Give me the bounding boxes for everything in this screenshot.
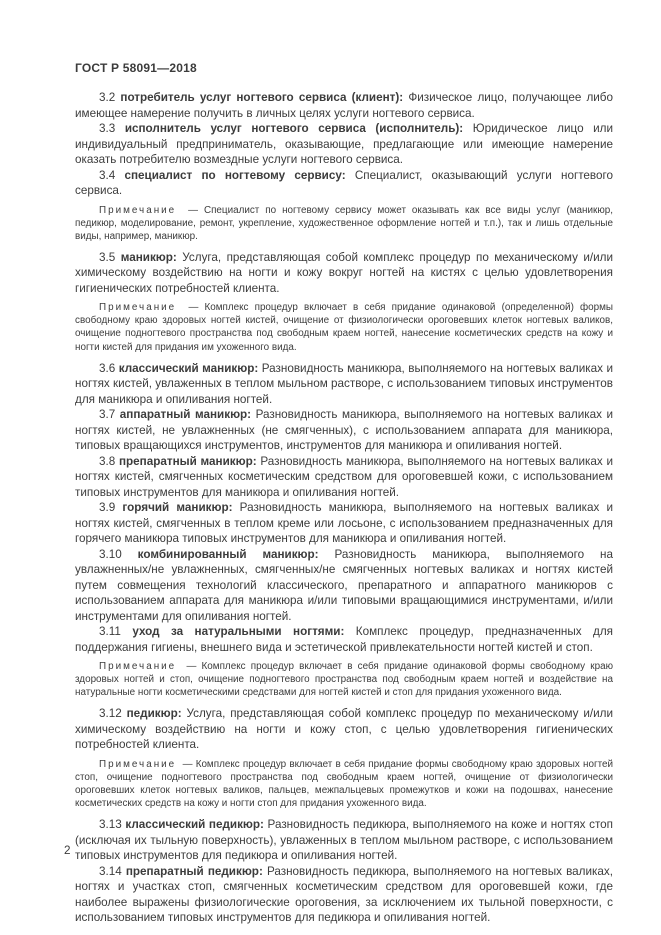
definition-text: Услуга, представляющая собой комплекс процедур по механическому и/или химическому воздействию на ногти и кожу стоп, с целью удовлетворения гигиенических потребностей клиента. — [75, 707, 614, 752]
clause-number: 3.6 — [99, 361, 116, 375]
definition-text: Разновидность педикюра, выполняемого на ногтевых валиках, ногтях и участках стоп, смягченных косметическим средством для ороговевшей кожи, где наиболее выражены физиологические ороговения, за исключением их тыльной поверхности, с использованием типовых инструментов для педикюра и опиливания ногтей. — [75, 864, 613, 925]
note-paragraph — [75, 301, 613, 353]
definition-text: Разновидность маникюра, выполняемого на ногтевых валиках и ногтях кистей, не увлажненных (не смягченных), с использованием аппарата для маникюра, типовых вращающихся инструментов, инструментов для маникюра и опиливания ногтей. — [75, 408, 613, 453]
standard-number-header: ГОСТ Р 58091—2018 — [75, 61, 197, 75]
clause-number: 3.3 — [99, 122, 116, 135]
note-paragraph — [75, 758, 613, 810]
definition-paragraph — [75, 706, 613, 753]
term-label: препаратный маникюр: — [118, 454, 257, 468]
note-label: Примечание — [99, 302, 177, 314]
note-paragraph — [75, 660, 613, 699]
definition-paragraph — [75, 864, 613, 926]
definition-text: Услуга, представляющая собой комплекс процедур по механическому и/или химическому воздействию на ногти и кожу вокруг ногтей на кистях с целью удовлетворения гигиенических потребностей клиента. — [75, 250, 614, 295]
definition-text: Разновидность педикюра, выполняемого на коже и ногтях стоп (исключая их тыльную поверхность), увлаженных в теплом мыльном растворе, с использованием типовых инструментов для педикюра и опиливания ногтей. — [75, 818, 614, 863]
term-label: исполнитель услуг ногтевого сервиса (исполнитель): — [124, 122, 464, 135]
term-label: классический педикюр: — [125, 818, 264, 832]
definition-text: Разновидность маникюра, выполняемого на ногтевых валиках и ногтях кистей, смягченных косметическим средством для ороговевшей кожи, с использованием типовых инструментов для маникюра и опиливания ногтей. — [75, 454, 614, 499]
clause-number: 3.9 — [99, 501, 116, 515]
definition-paragraph — [75, 817, 613, 864]
term-label: аппаратный маникюр: — [119, 408, 252, 422]
term-label: маникюр: — [120, 250, 177, 264]
definition-paragraph — [75, 454, 613, 501]
definition-text: Разновидность маникюра, выполняемого на ногтевых валиках и ногтях кистей, увлаженных в теплом мыльном растворе, с использованием типовых инструментов для маникюра и опиливания ногтей. — [75, 361, 613, 406]
definition-paragraph — [75, 90, 613, 121]
document-content — [75, 61, 613, 926]
clause-number: 3.12 — [99, 707, 122, 721]
definition-text: Юридическое лицо или индивидуальный предприниматель, оказывающие, предлагающие или имеющие намерение оказать потребителю возмездные услуги ногтевого сервиса. — [75, 122, 614, 166]
document-body — [75, 90, 613, 926]
term-label: уход за натуральными ногтями: — [132, 625, 345, 639]
term-label: классический маникюр: — [118, 361, 259, 375]
term-label: препаратный педикюр: — [125, 864, 263, 878]
clause-number: 3.2 — [99, 91, 116, 104]
definition-text: Комплекс процедур, предназначенных для поддержания гигиены, внешнего вида и эстетической привлекательности ногтей кистей и стоп. — [75, 625, 614, 654]
note-label: Примечание — [99, 204, 177, 216]
definition-paragraph — [75, 361, 613, 408]
definition-paragraph — [75, 121, 613, 168]
term-label: горячий маникюр: — [122, 501, 233, 515]
clause-number: 3.10 — [99, 547, 122, 561]
term-label: педикюр: — [126, 707, 182, 721]
definition-text: Разновидность маникюра, выполняемого на увлажненных/не увлажненных, смягченных/не смягченных ногтевых валиках и ногтях кистей путем совмещения технологий классического, препаратного и аппаратного маникюров с использованием аппарата для маникюра и/или типовыми вращающимися инструментами, и/или инструментами для опиливания ногтей. — [75, 547, 613, 623]
definition-paragraph — [75, 624, 613, 655]
note-label: Примечание — [99, 758, 177, 770]
note-label: Примечание — [99, 661, 177, 673]
definition-paragraph — [75, 250, 613, 297]
note-text: — Комплекс процедур включает в себя придание формы свободному краю здоровых ногтей стоп, очищение подногтевого пространства под свободным краем ногтей, очищение от физиологически ороговевших клеток ногтевых валиков, пальцев, межпальцевых промежутков и кожи на подошвах, нанесение косметических средств на кожу и ногти стоп для придания ухоженного вида. — [75, 758, 613, 810]
clause-number: 3.14 — [99, 864, 122, 878]
clause-number: 3.13 — [99, 818, 122, 832]
note-text: — Комплекс процедур включает в себя придание одинаковой (определенной) формы свободному краю здоровых ногтей кистей, очищение от физиологически ороговевших клеток ногтевых валиков, очищение подногтевого пространства под свободным краем ногтей, нанесение косметических средств на кожу и ногти кистей для придания им ухоженного вида. — [75, 302, 613, 353]
definition-paragraph — [75, 500, 613, 547]
term-label: комбинированный маникюр: — [137, 547, 319, 561]
clause-number: 3.11 — [99, 625, 121, 639]
clause-number: 3.5 — [99, 250, 116, 264]
note-text: — Специалист по ногтевому сервису может оказывать как все виды услуг (маникюр, педикюр, моделирование, ремонт, укрепление, художественное оформление ногтей и т.п.), так и лишь отдельные виды, например, маникюр. — [75, 204, 613, 242]
definition-paragraph — [75, 547, 613, 625]
term-label: потребитель услуг ногтевого сервиса (клиент): — [120, 91, 404, 104]
definition-text: Специалист, оказывающий услуги ногтевого сервиса. — [75, 168, 614, 197]
note-paragraph — [75, 204, 613, 243]
clause-number: 3.8 — [99, 454, 116, 468]
note-text: — Комплекс процедур включает в себя придание одинаковой формы свободному краю здоровых ногтей и стоп, очищение подногтевого пространства под свободным краем ногтей и воздействие на натуральные ногти косметическими средствами для ногтей кистей и стоп для придания ухоженного вида. — [75, 661, 613, 699]
page-number: 2 — [64, 844, 71, 857]
definition-text: Физическое лицо, получающее либо имеющее намерение получить в личных целях услуги ногтевого сервиса. — [75, 91, 614, 120]
definition-paragraph — [75, 407, 613, 454]
clause-number: 3.7 — [99, 408, 116, 422]
term-label: специалист по ногтевому сервису: — [124, 168, 346, 182]
definition-paragraph — [75, 168, 613, 199]
definition-text: Разновидность маникюра, выполняемого на ногтевых валиках и ногтях кистей, смягченных в теплом креме или лосьоне, с использованием предназначенных для горячего маникюра типовых инструментов для маникюра и опиливания ногтей. — [75, 501, 614, 546]
clause-number: 3.4 — [99, 168, 116, 182]
